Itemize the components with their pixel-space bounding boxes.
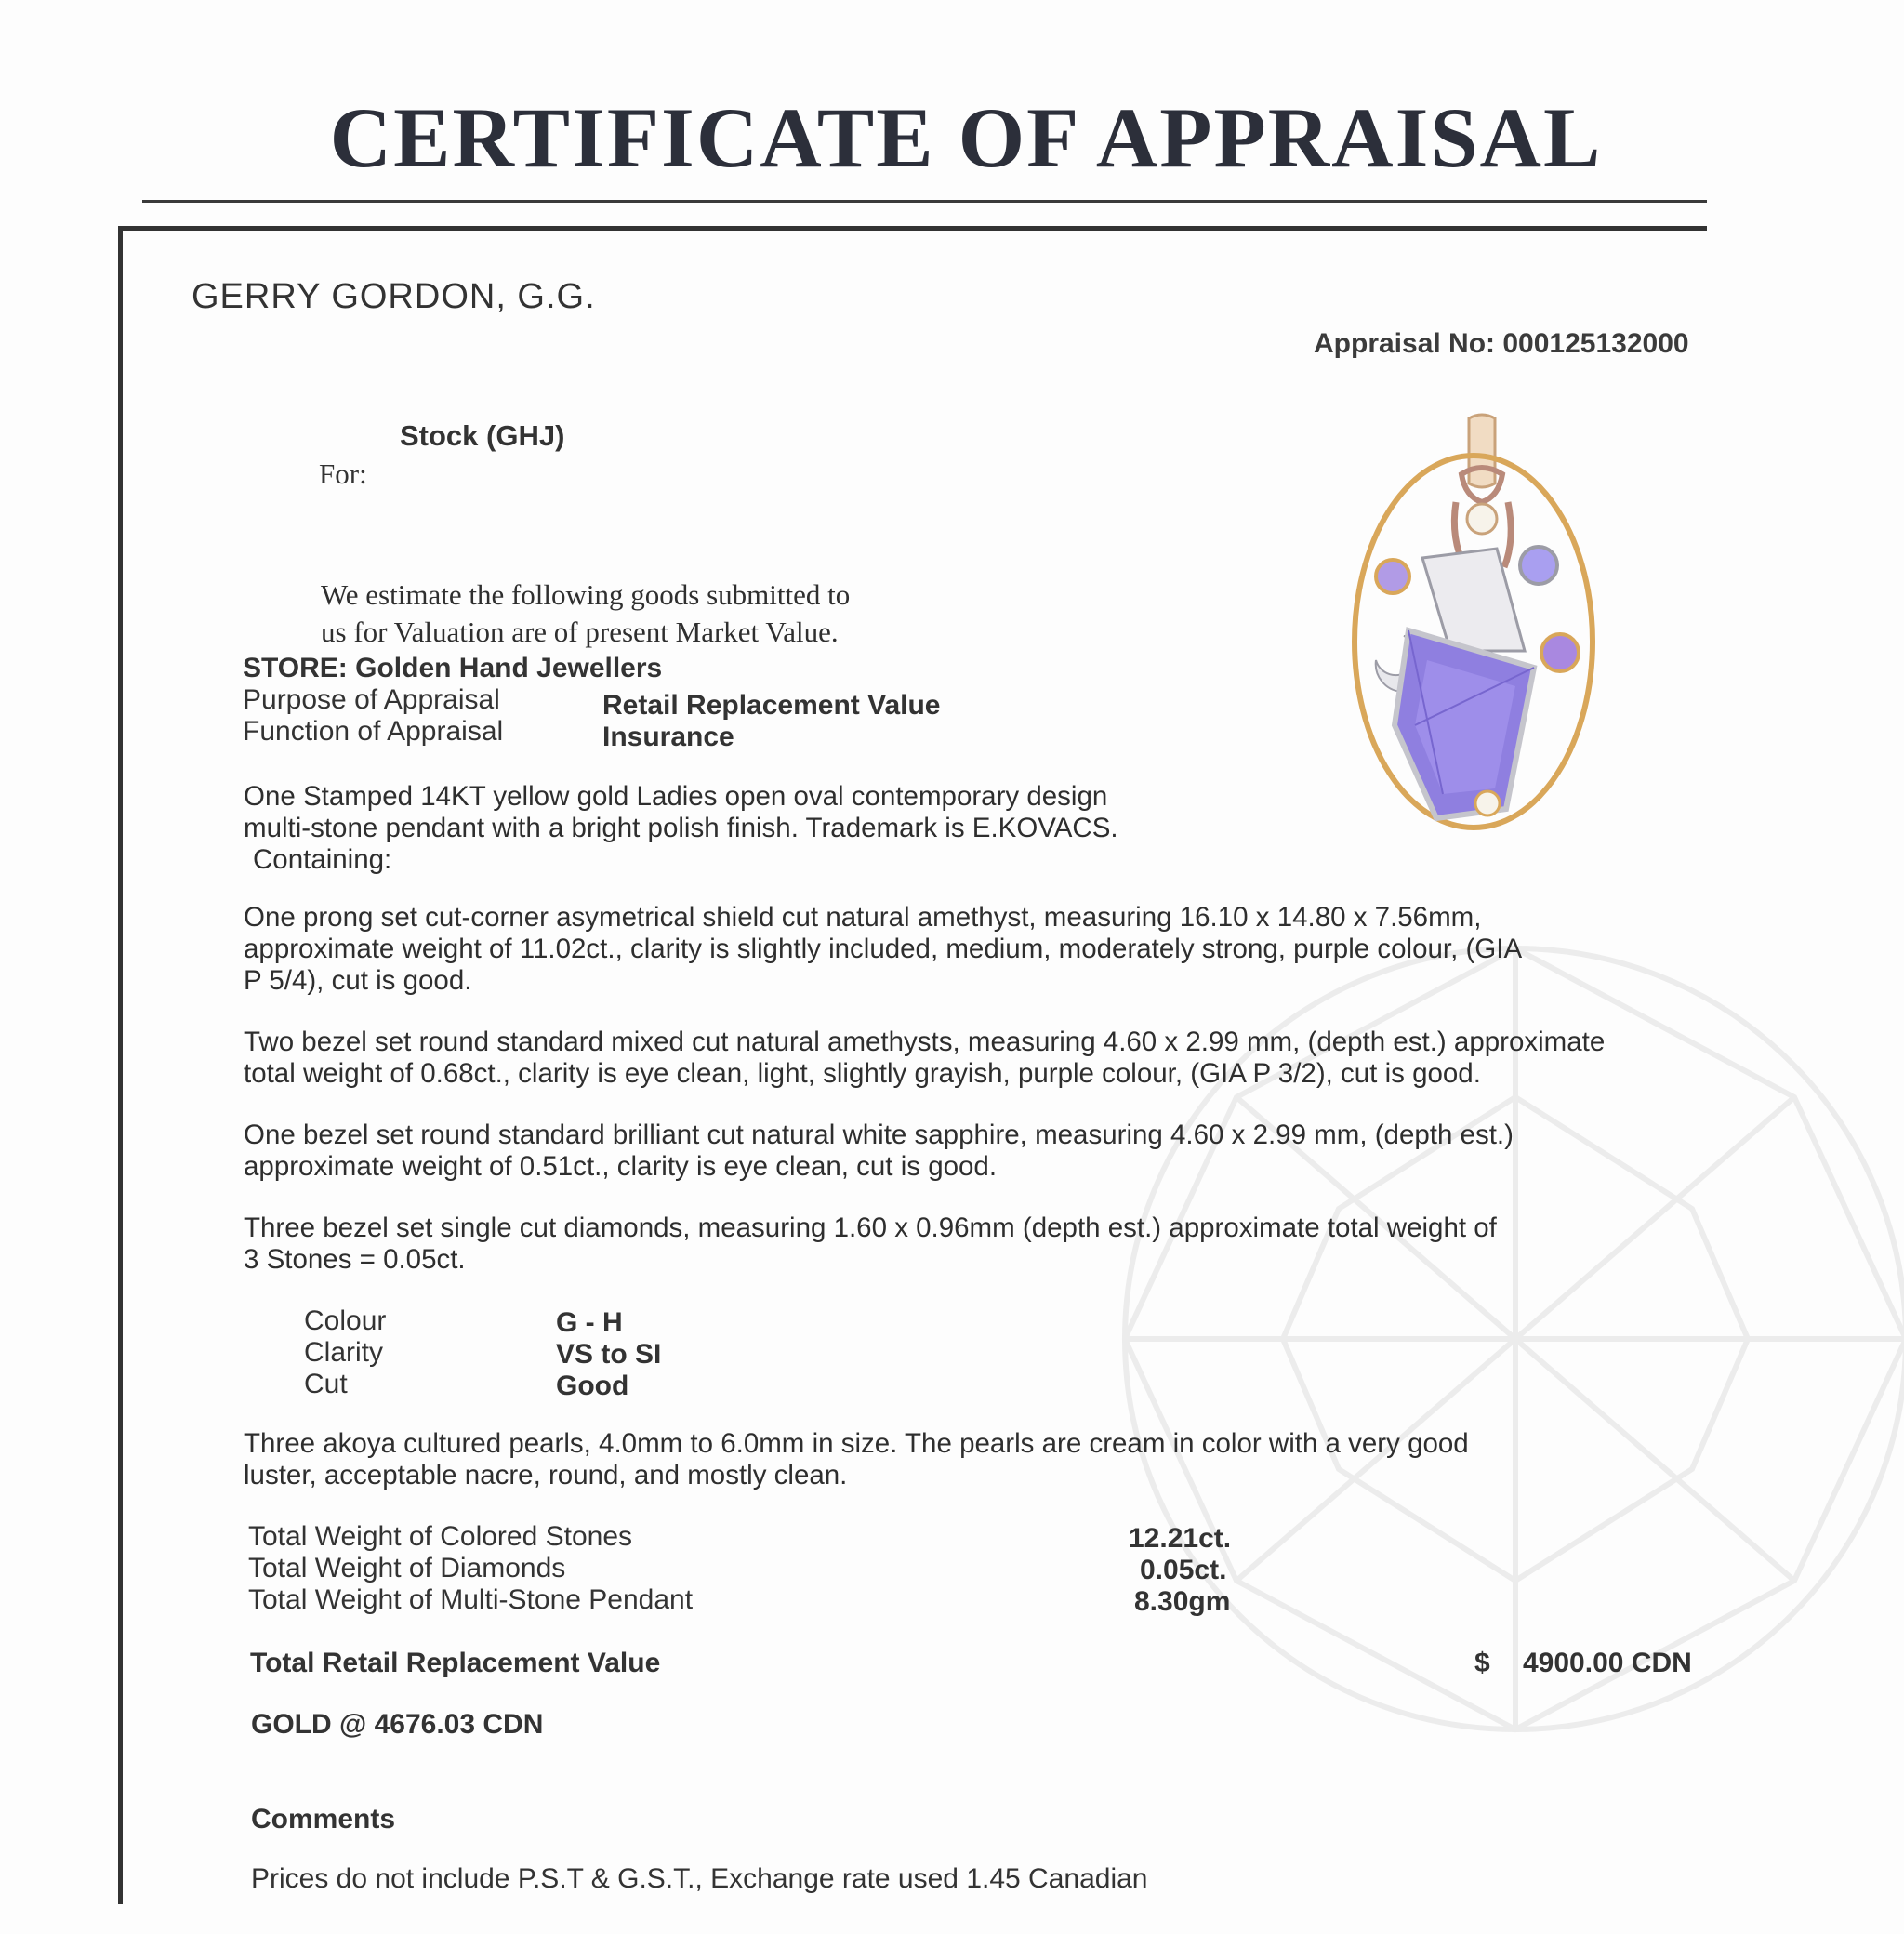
paragraph-line: P 5/4), cut is good. (244, 965, 472, 996)
purpose-value: Retail Replacement Value (602, 690, 941, 721)
appraiser-name: GERRY GORDON, G.G. (192, 277, 596, 316)
total-pendant-weight-value: 8.30gm (1134, 1586, 1231, 1617)
grading-label-colour: Colour (304, 1305, 387, 1336)
grading-label-clarity: Clarity (304, 1337, 384, 1368)
intro-line: us for Valuation are of present Market Value. (321, 616, 839, 648)
intro-line: We estimate the following goods submitted to (321, 578, 851, 611)
function-label: Function of Appraisal (243, 716, 504, 747)
pendant-image (1339, 409, 1608, 837)
left-border-rule (118, 226, 123, 1904)
paragraph-line: One bezel set round standard brilliant cut natural white sapphire, measuring 4.60 x 2.99 mm, (depth est.) (244, 1119, 1514, 1150)
paragraph-line: approximate weight of 0.51ct., clarity is eye clean, cut is good. (244, 1151, 998, 1182)
store-name: STORE: Golden Hand Jewellers (243, 653, 663, 683)
total-diamonds-value: 0.05ct. (1140, 1555, 1227, 1585)
function-value: Insurance (602, 722, 734, 752)
paragraph-line: Two bezel set round standard mixed cut natural amethysts, measuring 4.60 x 2.99 mm, (depth est.) approximate (244, 1027, 1606, 1057)
total-diamonds-label: Total Weight of Diamonds (248, 1553, 566, 1583)
comments-text: Prices do not include P.S.T & G.S.T., Exchange rate used 1.45 Canadian (251, 1863, 1148, 1894)
total-pendant-weight-label: Total Weight of Multi-Stone Pendant (248, 1584, 694, 1615)
paragraph-line: total weight of 0.68ct., clarity is eye clean, light, slightly grayish, purple colour, (GIA P 3/2), cut is good. (244, 1058, 1481, 1089)
paragraph-line: approximate weight of 11.02ct., clarity is slightly included, medium, moderately strong, purple colour, (GIA (244, 934, 1523, 964)
certificate-title: CERTIFICATE OF APPRAISAL (329, 90, 1603, 185)
total-value-currency: $ (1474, 1648, 1490, 1678)
amethyst-pair-paragraph (244, 1027, 1694, 1090)
main-amethyst-paragraph (244, 902, 1694, 997)
item-description (244, 781, 1694, 876)
pearls-paragraph (244, 1428, 1694, 1491)
total-value-label: Total Retail Replacement Value (250, 1648, 661, 1678)
client-name: Stock (GHJ) (400, 419, 565, 452)
total-colored-stones-label: Total Weight of Colored Stones (248, 1521, 633, 1552)
total-colored-stones-value: 12.21ct. (1129, 1523, 1232, 1554)
purpose-label: Purpose of Appraisal (243, 684, 500, 715)
intro-statement (321, 576, 850, 651)
top-border-rule (142, 200, 1707, 203)
grading-value-cut: Good (556, 1371, 629, 1401)
description-line: Containing: (253, 844, 392, 875)
paragraph-line: One prong set cut-corner asymetrical shield cut natural amethyst, measuring 16.10 x 14.80 x 7.56mm, (244, 902, 1482, 933)
paragraph-line: 3 Stones = 0.05ct. (244, 1244, 466, 1275)
description-line: multi-stone pendant with a bright polish finish. Trademark is E.KOVACS. (244, 813, 1118, 843)
description-line: One Stamped 14KT yellow gold Ladies open oval contemporary design (244, 781, 1108, 812)
grading-label-cut: Cut (304, 1369, 348, 1399)
paragraph-line: luster, acceptable nacre, round, and mostly clean. (244, 1460, 848, 1490)
white-sapphire-paragraph (244, 1119, 1694, 1183)
main-border-rule (118, 226, 1707, 231)
paragraph-line: Three bezel set single cut diamonds, measuring 1.60 x 0.96mm (depth est.) approximate total weight of (244, 1212, 1497, 1243)
diamonds-paragraph (244, 1212, 1694, 1276)
gold-price: GOLD @ 4676.03 CDN (251, 1709, 544, 1740)
comments-label: Comments (251, 1804, 396, 1835)
appraisal-number: Appraisal No: 000125132000 (1314, 328, 1689, 359)
grading-value-colour: G - H (556, 1307, 623, 1338)
grading-value-clarity: VS to SI (556, 1339, 662, 1370)
total-value-amount: 4900.00 CDN (1523, 1648, 1692, 1678)
paragraph-line: Three akoya cultured pearls, 4.0mm to 6.0mm in size. The pearls are cream in color with a very good (244, 1428, 1469, 1459)
for-label: For: (319, 457, 367, 490)
